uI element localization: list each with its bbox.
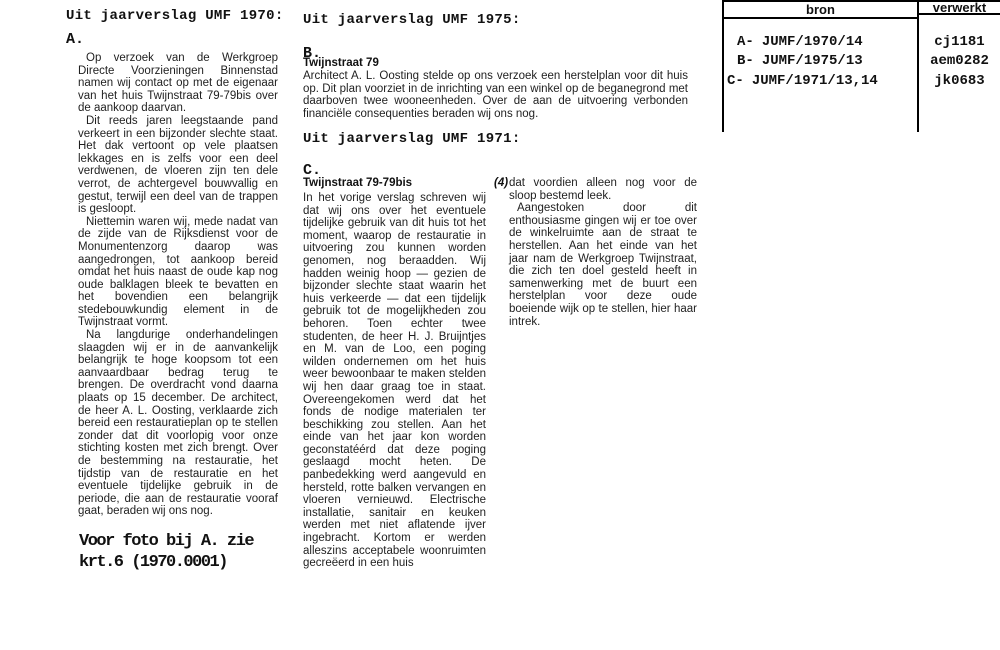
photo-note-line: krt.6 (1970.0001) [79,552,227,572]
section-a-heading: Uit jaarverslag UMF 1970: [66,8,284,24]
bron-code: JUMF/1975/13 [761,53,863,69]
paragraph: Na langdurige onderhandelingen slaagden wij er in de aanvankelijk belangrijk te hoge koopsom tot een aanvaardbaar bedrag terug te brengen. De overdracht vond daarna plaats op 15 december. De architect, de heer A. L. Oosting, verklaarde zich bereid een restauratieplan op te stellen zonder dat dit voorlopig voor onze stichting kosten met zich brengt. Over de bestemming na restauratie, het tijdstip van de restauratie en het eventuele tijdelijke gebruik in de periode, die aan de restauratie vooraf gaat, beraden wij ons nog. [78,329,278,518]
section-a-body [78,52,278,518]
bron-code: JUMF/1971/13,14 [751,73,878,89]
paragraph: In het vorige verslag schreven wij dat wij ons over het eventuele tijdelijke gebruik van dit huis tot het moment, waarop de restauratie in uitvoering zou kunnen worden genomen, nog beraadden. Wij hadden weinig hoop — gezien de bijzonder slechte staat waarin het huis verkeerde — dat een tijdelijk gebruik tot de mogelijkheden zou behoren. Toen echter twee studenten, de heer H. J. Bruijntjes en M. van de Loo, een poging wilden ondernemen om het huis weer bewoonbaar te maken stelden wij hen daar graag toe in staat. Overeengekomen werd dat het fonds de nodige materialen ter beschikking zou stellen. Aan het einde van het jaar kon worden geconstatéérd dat deze poging geslaagd mocht heten. De panbedekking werd aangevuld en hersteld, rotte balken vervangen en vloeren vernieuwd. Electrische installatie, sanitair en keuken werden met niet aflatende ijver ingebracht. Kortom er werden alleszins acceptabele woonruimten gecreëerd in een huis [303,192,486,570]
section-c-heading: Uit jaarverslag UMF 1971: [303,131,521,147]
row-label: C- [727,73,744,89]
section-b-label: B. [303,45,322,62]
reference-table [722,0,1000,140]
section-c-column-2 [494,177,697,328]
verwerkt-cell: jk0683 [934,73,985,89]
table-header-verwerkt: verwerkt [932,0,987,15]
section-b-heading: Uit jaarverslag UMF 1975: [303,12,521,28]
bron-cell [727,73,878,89]
row-label: A- [737,34,754,50]
photo-note [79,531,298,573]
sections-b-c [303,0,703,650]
paragraph: Niettemin waren wij, mede nadat van de zijde van de Rijksdienst voor de Monumentenzorg daarop was aangedrongen, tot aankoop bereid omdat het huis naast de oude kap nog oude balklagen bleek te bevatten en het bovendien een belangrijk stedebouwkundig element in de Twijnstraat vormt. [78,215,278,329]
bron-cell [737,34,863,50]
row-label: B- [737,53,754,69]
bron-cell [737,53,863,69]
verwerkt-cell: aem0282 [930,53,989,69]
verwerkt-cell: cj1181 [934,34,985,50]
section-a [66,8,298,573]
paragraph: Aangestoken door dit enthousiasme gingen wij er toe over de winkelruimte aan de straat te herstellen. Aan het einde van het jaar nam de Werkgroep Twijnstraat, die zich ten doel gesteld heeft in samenwerking met de buurt een herstelplan voor deze oude boeiende wijk op te stellen, hier haar intrek. [509,202,697,328]
table-left-border [722,0,724,132]
paragraph: Architect A. L. Oosting stelde op ons verzoek een herstelplan voor dit huis op. Dit plan voorziet in de inrichting van een winkel op de beganegrond met daarboven twee wooneenheden. Over de aan de uitvoering verbonden financiële consequenties beraden wij ons nog. [303,70,688,120]
section-b-subheading: Twijnstraat 79 [303,57,379,69]
continuation-text: dat voordien alleen nog voor de sloop bestemd leek. [509,177,697,202]
bron-code: JUMF/1970/14 [761,34,863,50]
paragraph: Dit reeds jaren leegstaande pand verkeert in een bijzonder slechte staat. Het dak vertoont op vele plaatsen lekkages en is zelfs voor een deel verdwenen, de vloeren zijn ten dele verrot, de achtergevel bouwvallig en gestut, terwijl een deel van de trappen is gesloopt. [78,114,278,216]
section-c-column-1 [303,192,486,570]
paragraph: Op verzoek van de Werkgroep Directe Voorzieningen Binnenstad namen wij contact op met de eigenaar van het huis Twijnstraat 79-79bis over de aankoop daarvan. [78,52,278,115]
section-b-body [303,70,688,120]
section-c-subheading: Twijnstraat 79-79bis [303,177,413,189]
footnote-marker: (4) [494,177,509,189]
section-a-label: A. [66,31,85,48]
section-c-label: C. [303,162,322,179]
table-header-separator [722,17,919,19]
paragraph [494,177,697,202]
photo-note-line: Voor foto bij A. zie [79,531,254,551]
table-header-bron: bron [806,2,835,17]
